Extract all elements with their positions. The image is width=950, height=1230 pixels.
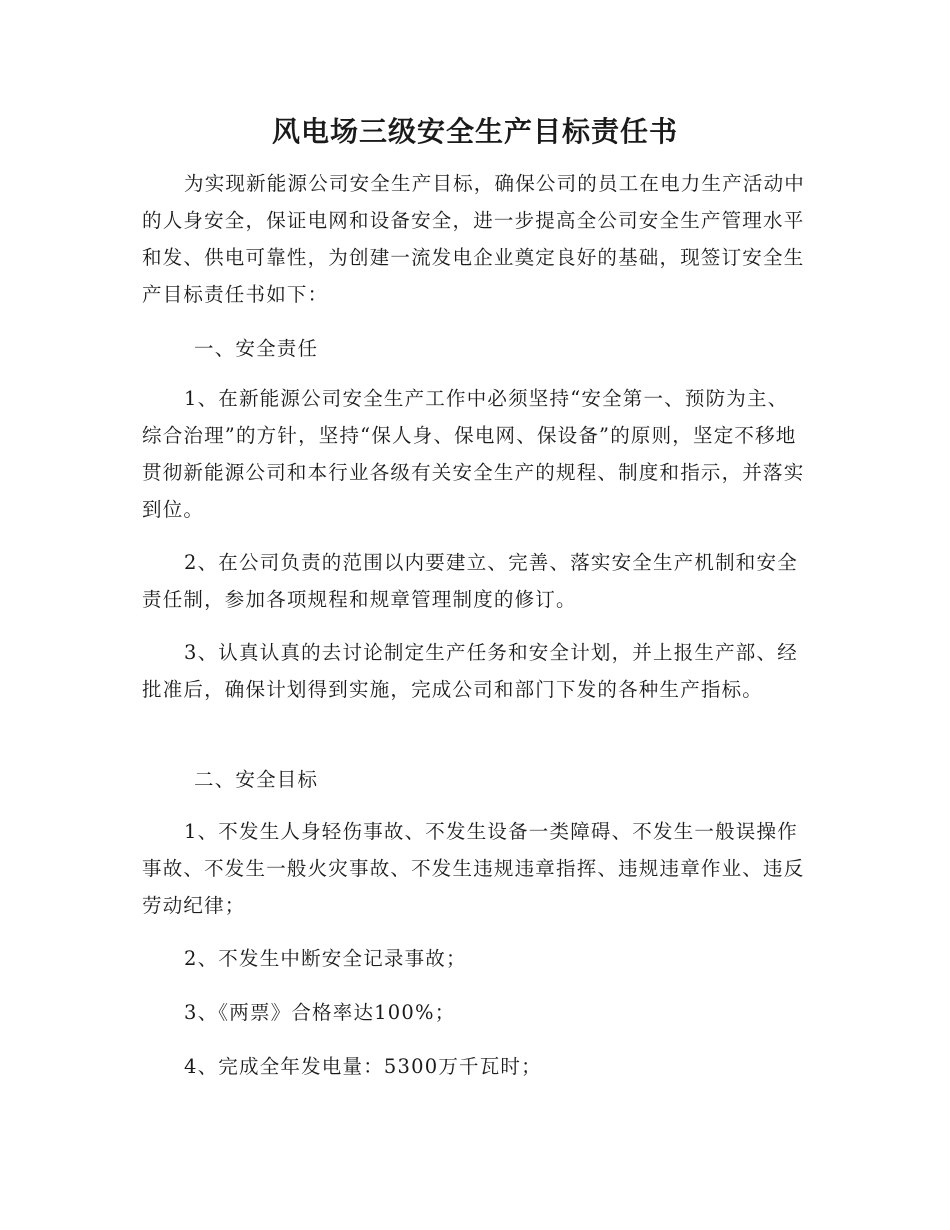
- responsibility-item-1: 1、在新能源公司安全生产工作中必须坚持“安全第一、预防为主、综合治理”的方针，坚持“保人身、保电网、保设备”的原则，坚定不移地贯彻新能源公司和本行业各级有关安全生产的规程、制度和指示，并落实到位。: [142, 387, 805, 521]
- goal-item-1: 1、不发生人身轻伤事故、不发生设备一类障碍、不发生一般误操作事故、不发生一般火灾事故、不发生违规违章指挥、违规违章作业、违反劳动纪律；: [142, 820, 805, 917]
- section-heading-safety-goals: 二、安全目标: [194, 768, 319, 791]
- section-heading-safety-responsibility: 一、安全责任: [194, 337, 319, 360]
- responsibility-item-3: 3、认真认真的去讨论制定生产任务和安全计划，并上报生产部、经批准后，确保计划得到实施，完成公司和部门下发的各种生产指标。: [142, 641, 798, 701]
- document-title: 风电场三级安全生产目标责任书: [271, 115, 678, 148]
- goal-item-3: 3、《两票》合格率达100%；: [184, 1001, 456, 1024]
- intro-paragraph: 为实现新能源公司安全生产目标，确保公司的员工在电力生产活动中的人身安全，保证电网和设备安全，进一步提高全公司安全生产管理水平和发、供电可靠性，为创建一流发电企业奠定良好的基础，现签订安全生产目标责任书如下：: [142, 172, 806, 306]
- goal-item-2: 2、不发生中断安全记录事故；: [184, 947, 467, 970]
- goal-item-4: 4、完成全年发电量：5300万千瓦时；: [184, 1055, 542, 1078]
- responsibility-item-2: 2、在公司负责的范围以内要建立、完善、落实安全生产机制和安全责任制，参加各项规程和规章管理制度的修订。: [142, 551, 798, 611]
